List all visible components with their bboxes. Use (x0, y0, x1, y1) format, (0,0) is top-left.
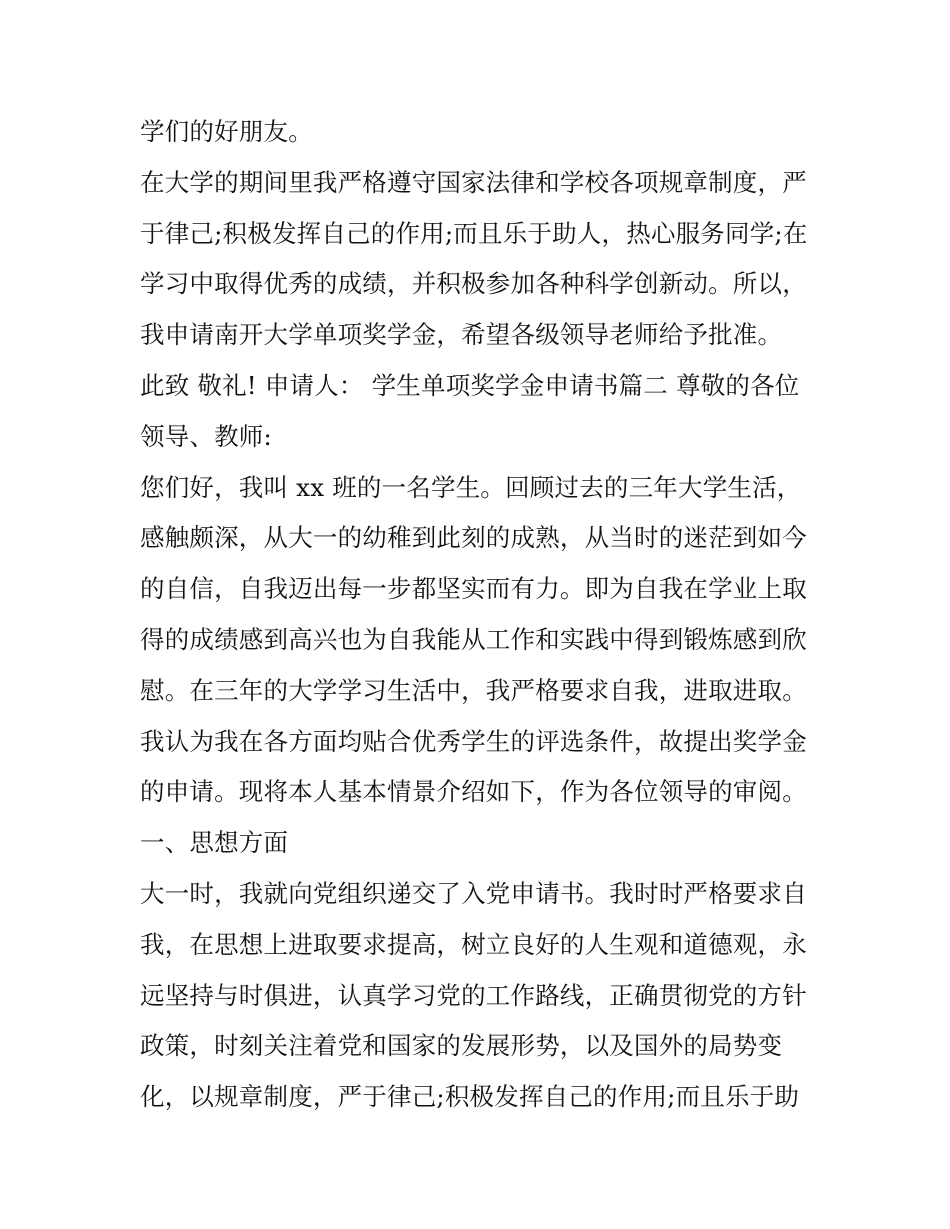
text-line: 的自信，自我迈出每一步都坚实而有力。即为自我在学业上取 (140, 574, 807, 604)
body-text (140, 107, 830, 1123)
text-line: 于律己;积极发挥自己的作用;而且乐于助人，热心服务同学;在 (140, 218, 808, 248)
text-line: 您们好，我叫 xx 班的一名学生。回顾过去的三年大学生活， (140, 472, 802, 502)
text-line: 感触颇深，从大一的幼稚到此刻的成熟，从当时的迷茫到如今 (140, 523, 807, 553)
section-heading: 一、思想方面 (140, 828, 289, 858)
text-line: 政策，时刻关注着党和国家的发展形势，以及国外的局势变 (140, 1031, 783, 1061)
text-line: 远坚持与时俱进，认真学习党的工作路线，正确贯彻党的方针 (140, 980, 807, 1010)
text-line: 慰。在三年的大学学习生活中，我严格要求自我，进取进取。 (140, 675, 807, 705)
text-line: 学们的好朋友。 (140, 117, 313, 146)
text-line: 得的成绩感到高兴也为自我能从工作和实践中得到锻炼感到欣 (140, 624, 807, 654)
text-line: 的申请。现将本人基本情景介绍如下，作为各位领导的审阅。 (140, 777, 807, 807)
text-line: 我申请南开大学单项奖学金，希望各级领导老师给予批准。 (140, 320, 783, 350)
text-line: 在大学的期间里我严格遵守国家法律和学校各项规章制度，严 (140, 167, 807, 197)
text-line: 我认为我在各方面均贴合优秀学生的评选条件，故提出奖学金 (140, 726, 807, 756)
text-line: 大一时，我就向党组织递交了入党申请书。我时时严格要求自 (140, 878, 807, 908)
text-line: 领导、教师: (140, 421, 272, 451)
text-line: 此致 敬礼! 申请人： 学生单项奖学金申请书篇二 尊敬的各位 (140, 370, 800, 400)
text-line: 我，在思想上进取要求提高，树立良好的人生观和道德观，永 (140, 929, 807, 959)
text-line: 化，以规章制度，严于律己;积极发挥自己的作用;而且乐于助 (140, 1082, 800, 1112)
text-line: 学习中取得优秀的成绩，并积极参加各种科学创新动。所以， (140, 269, 807, 299)
